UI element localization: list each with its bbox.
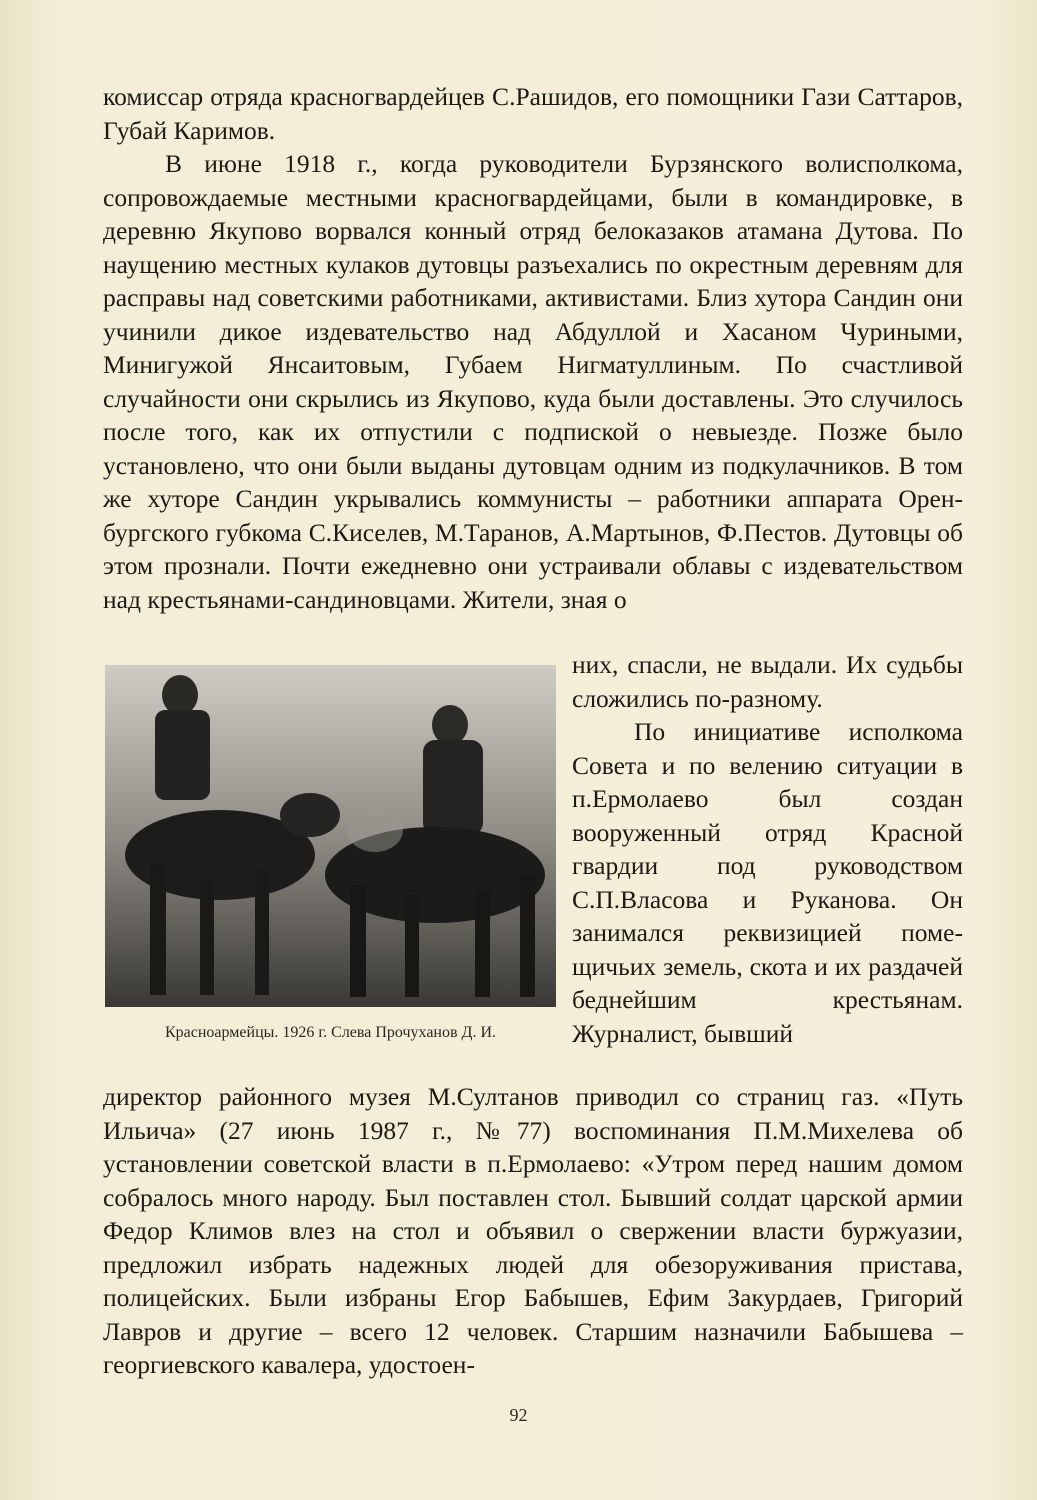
paragraph-side-2: По инициативе исполкома Совета и по велению ситуации в п.Ермолаево был создан вооруженный отряд Красной гвардии под руководством С.П.Власова и Руканова. Он занимался реквизицией помещичьих земель, скота и их раздачей беднейшим крестьянам. Журналист, бывший xyxy=(572,717,963,1048)
archival-photo xyxy=(105,665,556,1007)
main-text-bottom xyxy=(103,1080,963,1382)
paragraph-continuation: комиссар отряда красногвардейцев С.Рашидов, его помощники Гази Саттаров, Губай Каримов. xyxy=(103,82,963,145)
paragraph-june-1918: В июне 1918 г., когда руководители Бурзянского волисполкома, сопровождаемые местными красногвардейцами, были в командировке, в деревню Якупово ворвался конный отряд белоказаков атамана Дутова. По наущению местных кулаков дутовцы разъехались по окрестным деревням для расправы над советскими работниками, активистами. Близ хутора Сандин они учинили дикое издевательство над Абдуллой и Хасаном Чуриными, Минигужой Янсаитовым, Губаем Нигматуллиным. По счастливой случайности они скрылись из Якупово, куда были доставлены. Это случилось после того, как их отпустили с подпиской о невыезде. Позже было установлено, что они были выданы дутовцам одним из подкулачников. В том же хуторе Сандин укрывались коммунисты – работники аппарата Оренбургского губкома С.Киселев, М.Таранов, А.Мартынов, Ф.Пестов. Дутовцы об этом прознали. Почти ежедневно они устраивали облавы с издевательством над крестьянами-сандиновцами. Жители, зная о xyxy=(103,149,963,614)
photo-caption: Красноармейцы. 1926 г. Слева Прочуханов Д. И. xyxy=(164,1024,497,1041)
photo-illustration xyxy=(105,665,556,1007)
main-text-side xyxy=(572,648,963,1050)
paragraph-side-1: них, спасли, не выдали. Их судьбы сложились по-разному. xyxy=(572,650,963,713)
paragraph-bottom: директор районного музея М.Султанов приводил со страниц газ. «Путь Ильича» (27 июнь 1987 г., №77) воспоминания П.М.Михелева об установлении советской власти в п.Ермолаево: «Утром перед нашим домом собралось много народу. Был поставлен стол. Бывший солдат царской армии Федор Климов влез на стол и объявил о свержении власти буржуазии, предложил избрать надежных людей для обезоруживания пристава, полицейских. Были избраны Егор Бабышев, Ефим Закурдаев, Григорий Лавров и другие – всего 12 человек. Старшим назначили Бабышева – георгиевского кавалера, удостоен- xyxy=(103,1082,963,1379)
main-text-top xyxy=(103,80,963,616)
page-number: 92 xyxy=(509,1405,528,1425)
